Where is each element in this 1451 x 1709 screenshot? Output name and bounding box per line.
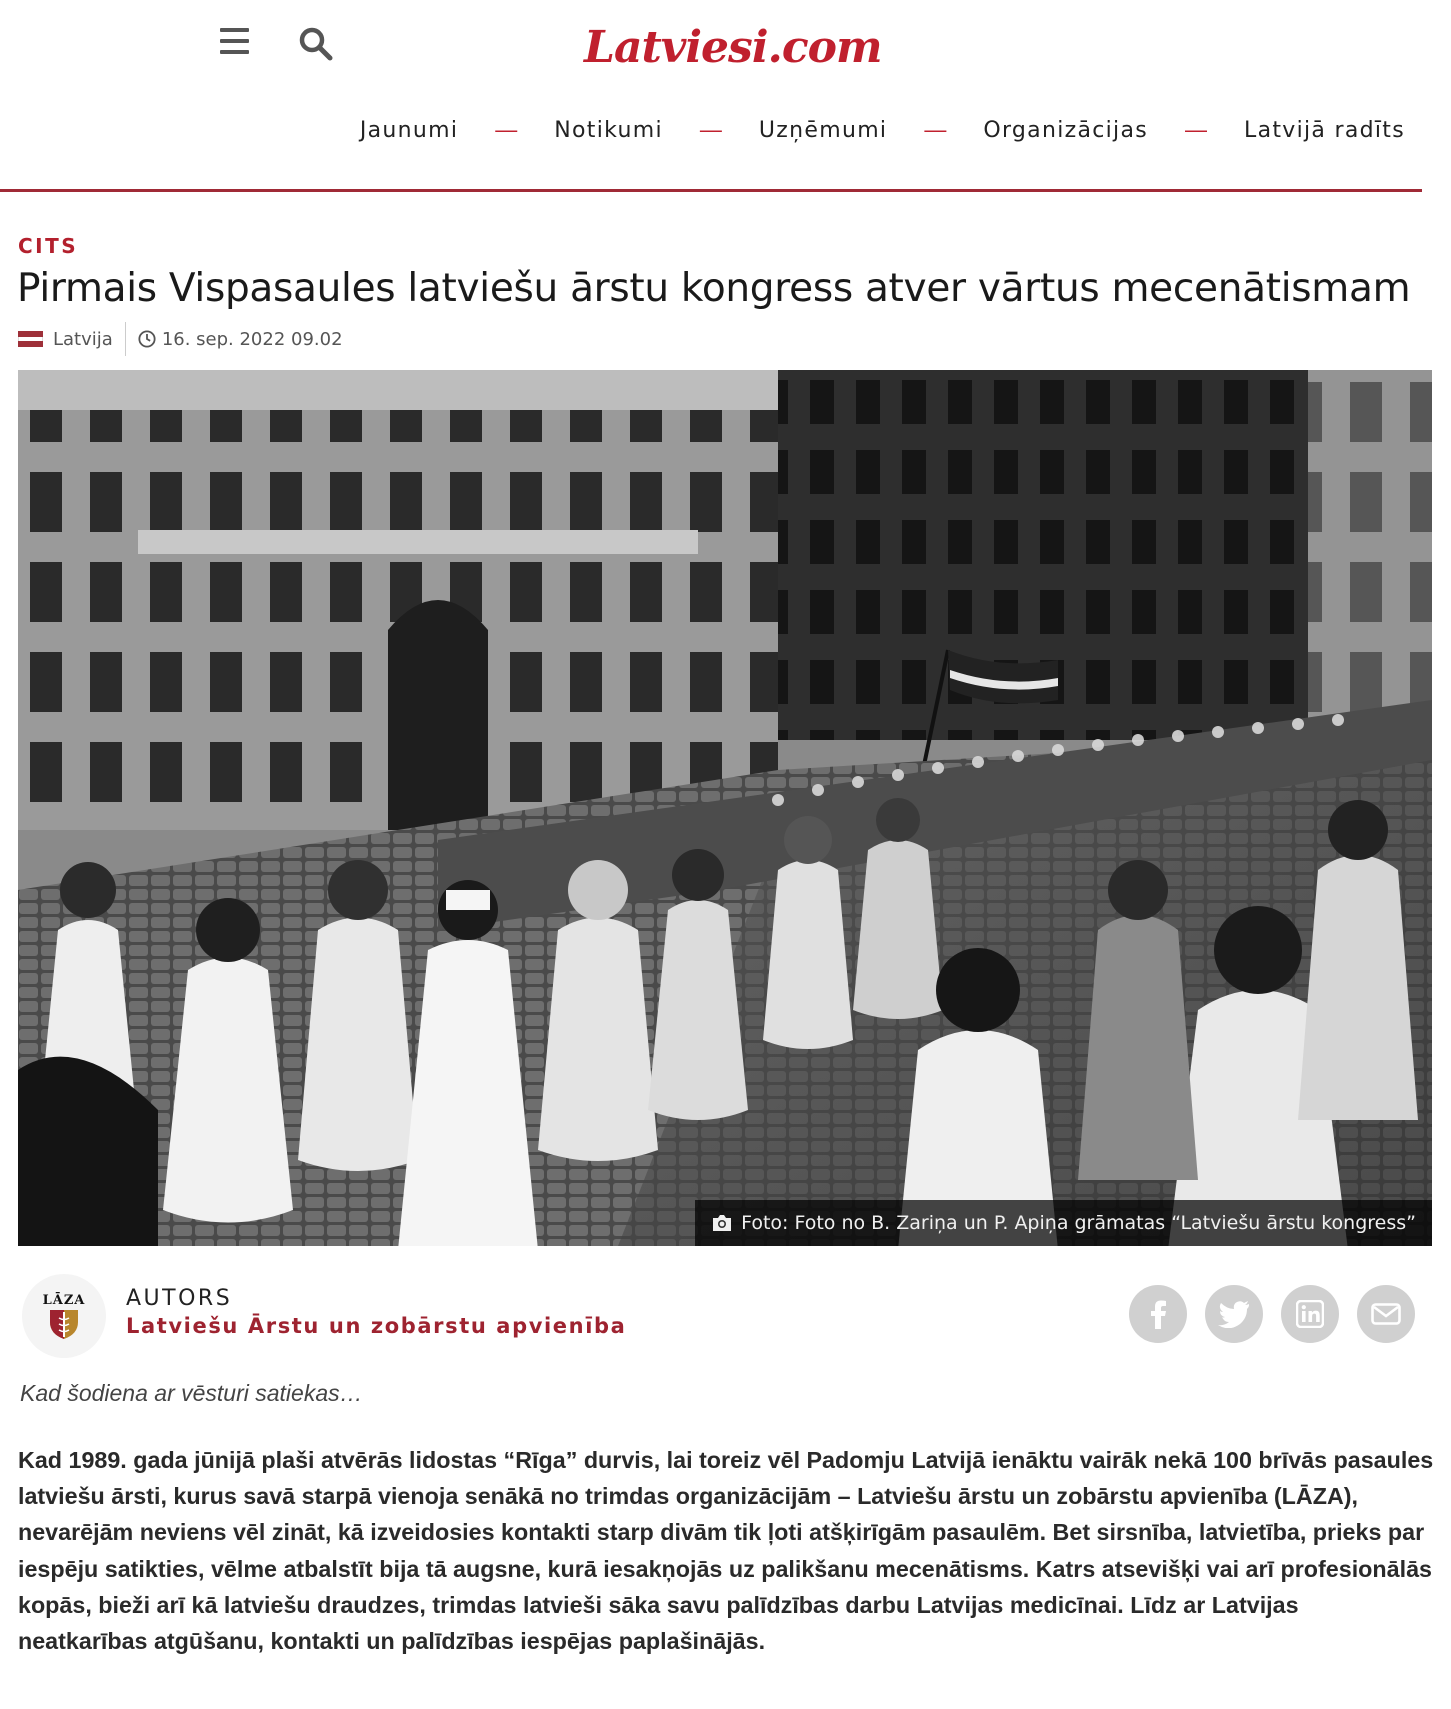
linkedin-icon <box>1296 1300 1324 1328</box>
nav-separator: — <box>1185 117 1208 142</box>
nav-separator: — <box>495 117 518 142</box>
nav-item-uznemumi[interactable]: Uzņēmumi <box>758 117 888 143</box>
main-nav <box>360 117 1405 143</box>
article-title: Pirmais Vispasaules latviešu ārstu kongress atver vārtus mecenātismam <box>17 266 1411 311</box>
nav-item-organizacijas[interactable]: Organizācijas <box>983 117 1149 143</box>
email-icon <box>1371 1303 1401 1325</box>
article-category[interactable]: CITS <box>18 234 79 258</box>
article-meta <box>18 322 343 356</box>
facebook-share-button[interactable] <box>1129 1285 1187 1343</box>
author-name-link[interactable]: Latviešu Ārstu un zobārstu apvienība <box>126 1314 627 1338</box>
author-label: AUTORS <box>126 1286 233 1311</box>
article-photo <box>18 370 1432 1246</box>
article-lead: Kad šodiena ar vēsturi satiekas… <box>20 1380 363 1406</box>
hamburger-menu-icon[interactable] <box>220 28 251 56</box>
clock-icon <box>138 330 156 348</box>
twitter-icon <box>1218 1300 1250 1328</box>
email-share-button[interactable] <box>1357 1285 1415 1343</box>
nav-separator: — <box>699 117 722 142</box>
meta-divider <box>125 322 126 356</box>
site-logo[interactable]: Latviesi.com <box>584 22 882 73</box>
linkedin-share-button[interactable] <box>1281 1285 1339 1343</box>
nav-separator: — <box>924 117 947 142</box>
latvia-flag-icon <box>18 331 43 347</box>
nav-item-notikumi[interactable]: Notikumi <box>554 117 663 143</box>
photo-illustration <box>18 370 1432 1246</box>
photo-caption <box>695 1200 1432 1246</box>
header-divider <box>0 189 1422 192</box>
facebook-icon <box>1145 1299 1171 1329</box>
search-icon[interactable] <box>298 26 334 62</box>
share-buttons <box>1129 1285 1415 1343</box>
camera-icon <box>711 1214 733 1232</box>
nav-item-jaunumi[interactable]: Jaunumi <box>359 117 459 143</box>
photo-caption-text: Foto: Foto no B. Zariņa un P. Apiņa grāmatas “Latviešu ārstu kongress” <box>741 1212 1416 1234</box>
article-date: 16. sep. 2022 09.02 <box>161 328 343 350</box>
author-logo-text: LĀZA <box>42 1292 86 1308</box>
author-avatar[interactable] <box>22 1274 106 1358</box>
article-body-paragraph: Kad 1989. gada jūnijā plaši atvērās lidostas “Rīga” durvis, lai toreiz vēl Padomju Latvijā ienāktu vairāk nekā 100 brīvās pasaules latviešu ārsti, kurus savā starpā vienoja senākā no trimdas organizācijām – Latviešu ārstu un zobārstu apvienība (LĀZA), nevarējām neviens vēl zināt, kā izveidosies kontakti starp divām tik ļoti atšķirīgām pasaulēm. Bet sirsnība, latvietība, prieks par iespēju satikties, vēlme atbalstīt bija tā augsne, kurā iesakņojās uz palikšanu mecenātisms. Katrs atsevišķi vai arī profesionālās kopās, bieži arī kā latviešu draudzes, trimdas latvieši sāka savu palīdzības darbu Latvijas medicīnai. Līdz ar Latvijas neatkarības atgūšanu, kontakti un palīdzības iespējas paplašinājās. <box>18 1447 1434 1655</box>
caduceus-shield-icon <box>47 1308 81 1340</box>
nav-item-latvija-radits[interactable]: Latvijā radīts <box>1244 117 1405 143</box>
twitter-share-button[interactable] <box>1205 1285 1263 1343</box>
article-location[interactable]: Latvija <box>53 328 113 350</box>
